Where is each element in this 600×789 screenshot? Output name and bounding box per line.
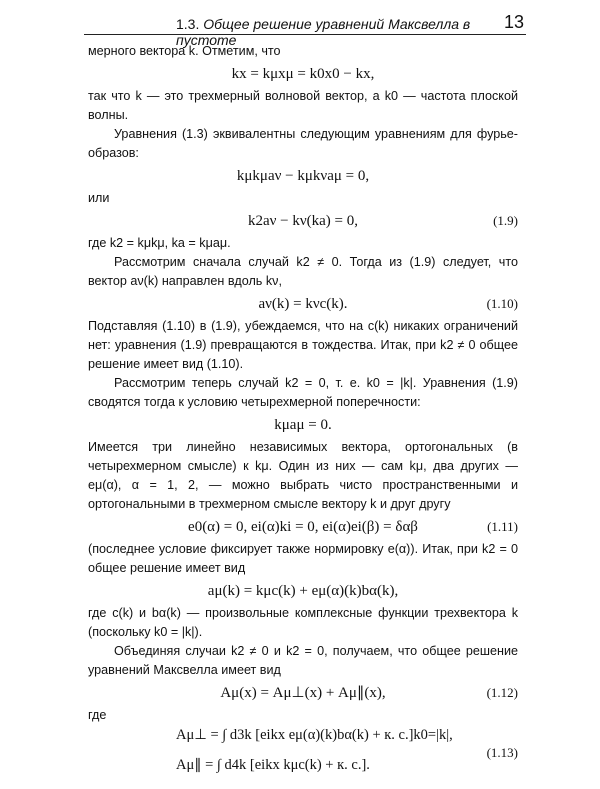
equation-label: (1.11) — [487, 519, 518, 534]
equation-1-13 — [88, 725, 518, 789]
equation-1-11: e0(α) = 0, ei(α)ki = 0, ei(α)ei(β) = δαβ (1.11) — [88, 514, 518, 540]
paragraph: где k2 = kμkμ, ka = kμaμ. — [88, 236, 231, 250]
equation-label: (1.12) — [486, 685, 518, 700]
paragraph: (последнее условие фиксирует также нормировку e(α)). Итак, при k2 = 0 общее решение имеет вид — [88, 542, 518, 575]
paragraph: Рассмотрим сначала случай k2 ≠ 0. Тогда из (1.9) следует, что вектор aν(k) направлен вдоль kν, — [88, 255, 518, 288]
page-body — [88, 42, 518, 789]
equation-1-12: Aμ(x) = Aμ⊥(x) + Aμ∥(x), (1.12) — [88, 680, 518, 706]
equation-transverse: kμaμ = 0. — [274, 417, 332, 433]
page-number: 13 — [503, 12, 524, 32]
paragraph-ili: или — [88, 191, 110, 205]
paragraph: Рассмотрим теперь случай k2 = 0, т. е. k0 = |k|. Уравнения (1.9) сводятся тогда к условию четырехмерной поперечности: — [88, 376, 518, 409]
paragraph: так что k — это трехмерный волновой вектор, а k0 — частота плоской волны. — [88, 89, 518, 122]
equation-1-13-longitudinal: Aμ∥ = ∫ d4k [eikx kμc(k) + к. с.]. — [176, 757, 370, 773]
paragraph: Уравнения (1.3) эквивалентны следующим уравнениям для фурье-образов: — [88, 127, 518, 160]
section-title: Общее решение уравнений Максвелла в пустоте — [176, 16, 471, 48]
equation-general-solution: aμ(k) = kμc(k) + eμ(α)(k)bα(k), — [207, 583, 399, 599]
equation-label: (1.10) — [486, 296, 518, 311]
equation-label: (1.9) — [493, 213, 518, 228]
paragraph: Подставляя (1.10) в (1.9), убеждаемся, что на c(k) никаких ограничений нет: уравнения (1.9) превращаются в тождества. Итак, при k2 ≠ 0 общее решение имеет вид (1.10). — [88, 319, 518, 371]
equation-kx: kx = kμxμ = k0x0 − kx, — [231, 66, 375, 82]
paragraph: Объединяя случаи k2 ≠ 0 и k2 = 0, получаем, что общее решение уравнений Максвелла имеет вид — [88, 644, 518, 677]
equation-fourier: kμkμaν − kμkνaμ = 0, — [236, 168, 370, 184]
running-header — [84, 12, 526, 48]
paragraph: где c(k) и bα(k) — произвольные комплексные функции трехвектора k (поскольку k0 = |k|). — [88, 606, 518, 639]
equation-1-13-transverse: Aμ⊥ = ∫ d3k [eikx eμ(α)(k)bα(k) + к. с.]k0=|k|, — [176, 727, 453, 743]
paragraph-gde: где — [88, 708, 107, 722]
section-number: 1.3. — [176, 16, 200, 32]
equation-label: (1.13) — [486, 745, 518, 760]
equation-1-10: aν(k) = kνc(k). (1.10) — [88, 291, 518, 317]
paragraph: Имеется три линейно независимых вектора, ортогональных (в четырехмерном смысле) к kμ. Один из них — сам kμ, два других — eμ(α), α = 1, 2, — можно выбрать чисто пространственными и ортогональными в трехмерном смысле вектору k и друг другу — [88, 440, 518, 511]
paragraph: мерного вектора k. Отметим, что — [88, 44, 281, 58]
equation-1-9: k2aν − kν(ka) = 0, (1.9) — [88, 208, 518, 234]
